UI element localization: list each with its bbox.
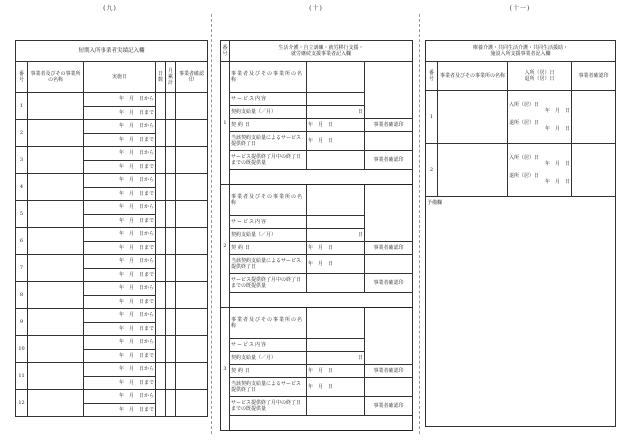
confirm-label: 事業者確認印 [365, 242, 413, 255]
row-number: 6 [16, 228, 28, 255]
service-label: サービス内容 [230, 216, 307, 229]
table-row [16, 120, 208, 134]
confirm-label: 事業者確認印 [365, 365, 413, 378]
header-row [16, 62, 208, 93]
row-number: 5 [16, 201, 28, 228]
contract-date-label: 契約日 [230, 365, 307, 378]
panel-divider [419, 14, 420, 434]
provided-amount-label: サービス提供終了月中の終了日までの既提供量 [230, 151, 307, 170]
exit-date: 年 月 日 [544, 126, 570, 132]
days-field[interactable] [156, 120, 166, 147]
block-number: 2 [221, 185, 230, 308]
column-header-number: 番号 [426, 62, 438, 91]
row-number: 3 [16, 147, 28, 174]
confirm-stamp-field[interactable] [176, 309, 208, 336]
provider-name-field[interactable] [438, 144, 508, 197]
to-date-field[interactable]: 年 月 日まで [84, 268, 156, 282]
row-number: 11 [16, 363, 28, 390]
block-row [221, 255, 413, 274]
block-row [221, 242, 413, 255]
remarks-area[interactable]: 予備欄 [426, 197, 616, 427]
service-end-field[interactable]: 年 月 日 [307, 378, 365, 397]
from-date-field[interactable]: 年 月 日から [84, 282, 156, 296]
entry-label: 入所（居）日 [509, 102, 540, 108]
header-line: 入所（居）日 [524, 70, 555, 76]
confirm-stamp-field[interactable] [176, 147, 208, 174]
table-row [16, 390, 208, 404]
table-row [16, 147, 208, 161]
service-end-field[interactable]: 年 月 日 [307, 132, 365, 151]
service-end-label: 当該契約支給量によるサービス提供終了日 [230, 255, 307, 274]
row-number: 9 [16, 309, 28, 336]
block-row [221, 151, 413, 170]
provider-name-field[interactable] [28, 120, 84, 147]
remarks-row [426, 197, 616, 427]
confirm-stamp-field[interactable] [176, 336, 208, 363]
column-header-days: 日数 [156, 62, 166, 93]
table-row [16, 93, 208, 107]
confirm-stamp-field[interactable] [365, 185, 413, 242]
provider-name-field[interactable] [438, 91, 508, 144]
heading-row [221, 41, 413, 62]
heading-line: 生活介護・自立訓練・就労移行支援・ [278, 45, 364, 51]
month-total-field[interactable] [166, 201, 176, 228]
row-number: 1 [426, 91, 438, 144]
stay-dates-field[interactable] [508, 91, 572, 144]
from-date-field[interactable]: 年 月 日から [84, 93, 156, 107]
block-row [221, 170, 413, 185]
confirm-stamp-field[interactable] [176, 255, 208, 282]
residential-table [425, 40, 616, 427]
block-row [221, 416, 413, 431]
provider-name-field[interactable] [28, 147, 84, 174]
stay-dates-field[interactable] [508, 144, 572, 197]
heading-row [426, 41, 616, 62]
days-field[interactable] [156, 363, 166, 390]
section-heading [426, 41, 616, 62]
from-date-field[interactable]: 年 月 日から [84, 255, 156, 269]
confirm-stamp-field[interactable] [365, 308, 413, 365]
confirm-stamp-field[interactable] [572, 91, 616, 144]
block-row [221, 119, 413, 132]
heading-line: 就労継続支援事業者記入欄 [291, 51, 352, 57]
block-number: 1 [221, 62, 230, 185]
block-row [221, 378, 413, 397]
panel-10-title: (十) [309, 5, 323, 12]
service-end-field[interactable]: 年 月 日 [307, 255, 365, 274]
table-row [16, 309, 208, 323]
provided-amount-label: サービス提供終了月中の終了日までの既提供量 [230, 397, 307, 416]
heading-line: 療養介護・共同生活介護・共同生活援助・ [473, 45, 569, 51]
days-field[interactable] [156, 255, 166, 282]
provider-name-field[interactable] [28, 309, 84, 336]
block-row [221, 365, 413, 378]
days-field[interactable] [156, 336, 166, 363]
confirm-stamp-field[interactable] [365, 378, 413, 397]
from-date-field[interactable]: 年 月 日から [84, 390, 156, 404]
service-label: サービス内容 [230, 93, 307, 106]
confirm-label: 事業者確認印 [365, 274, 413, 293]
block-row [221, 308, 413, 339]
provider-name-field[interactable] [28, 255, 84, 282]
days-field[interactable] [156, 201, 166, 228]
row-number: 4 [16, 174, 28, 201]
heading-row [16, 41, 208, 62]
to-date-field[interactable]: 年 月 日まで [84, 349, 156, 363]
confirm-stamp-field[interactable] [176, 390, 208, 417]
month-total-field[interactable] [166, 174, 176, 201]
section-heading [230, 41, 413, 62]
block-row [221, 185, 413, 216]
confirm-label: 事業者確認印 [365, 397, 413, 416]
month-total-field[interactable] [166, 228, 176, 255]
provided-amount-label: サービス提供終了月中の終了日までの既提供量 [230, 274, 307, 293]
provider-name-field[interactable] [28, 93, 84, 120]
month-total-field[interactable] [166, 309, 176, 336]
confirm-stamp-field[interactable] [176, 174, 208, 201]
header-row [426, 62, 616, 91]
service-end-label: 当該契約支給量によるサービス提供終了日 [230, 378, 307, 397]
entry-date: 年 月 日 [544, 161, 570, 167]
to-date-field[interactable]: 年 月 日まで [84, 133, 156, 147]
contract-amount-label: 契約支給量（／月） [230, 106, 307, 119]
month-total-field[interactable] [166, 93, 176, 120]
service-label: サービス内容 [230, 339, 307, 352]
contract-date-field[interactable]: 年 月 日 [307, 242, 365, 255]
days-field[interactable] [156, 174, 166, 201]
table-row [16, 255, 208, 269]
service-field[interactable] [307, 93, 365, 106]
provided-amount-field[interactable] [307, 274, 365, 293]
panel-divider [211, 14, 212, 434]
from-date-field[interactable]: 年 月 日から [84, 147, 156, 161]
row-number: 2 [16, 120, 28, 147]
provider-name-field[interactable] [28, 174, 84, 201]
to-date-field[interactable]: 年 月 日まで [84, 106, 156, 120]
confirm-stamp-field[interactable] [176, 228, 208, 255]
contract-amount-field[interactable]: 日 [307, 106, 365, 119]
provider-name-field[interactable] [307, 308, 365, 339]
to-date-field[interactable]: 年 月 日まで [84, 322, 156, 336]
contract-amount-field[interactable]: 日 [307, 352, 365, 365]
panel-9-title: (九) [103, 5, 117, 12]
block-row [221, 274, 413, 293]
provided-amount-field[interactable] [307, 397, 365, 416]
contract-amount-field[interactable]: 日 [307, 229, 365, 242]
to-date-field[interactable]: 年 月 日まで [84, 295, 156, 309]
confirm-label: 事業者確認印 [365, 119, 413, 132]
provider-name-label: 事業者及びその事業所の名称 [230, 185, 307, 216]
confirm-stamp-field[interactable] [176, 120, 208, 147]
header-line: 退所（居）日 [524, 76, 555, 82]
from-date-field[interactable]: 年 月 日から [84, 120, 156, 134]
contract-date-field[interactable]: 年 月 日 [307, 119, 365, 132]
provider-name-field[interactable] [307, 185, 365, 216]
month-total-field[interactable] [166, 363, 176, 390]
confirm-stamp-field[interactable] [176, 282, 208, 309]
contract-date-label: 契約日 [230, 242, 307, 255]
table-row [16, 228, 208, 242]
column-header-name: 事業者及びその事業所の名称 [28, 62, 84, 93]
confirm-stamp-field[interactable] [176, 93, 208, 120]
block-spacer [230, 416, 413, 431]
confirm-stamp-field[interactable] [572, 144, 616, 197]
confirm-stamp-field[interactable] [365, 255, 413, 274]
from-date-field[interactable]: 年 月 日から [84, 309, 156, 323]
to-date-field[interactable]: 年 月 日まで [84, 187, 156, 201]
service-field[interactable] [307, 339, 365, 352]
from-date-field[interactable]: 年 月 日から [84, 174, 156, 188]
to-date-field[interactable]: 年 月 日まで [84, 403, 156, 417]
activity-table [220, 40, 413, 431]
panel-11-title: (十一) [509, 5, 531, 12]
column-header-period: 実施日 [84, 62, 156, 93]
from-date-field[interactable]: 年 月 日から [84, 363, 156, 377]
column-header-number: 番号 [16, 62, 28, 93]
row-number: 1 [16, 93, 28, 120]
confirm-stamp-field[interactable] [365, 62, 413, 119]
row-number: 8 [16, 282, 28, 309]
provider-name-field[interactable] [28, 282, 84, 309]
provider-name-field[interactable] [307, 62, 365, 93]
contract-amount-label: 契約支給量（／月） [230, 229, 307, 242]
table-row [426, 91, 616, 144]
from-date-field[interactable]: 年 月 日から [84, 201, 156, 215]
block-spacer [230, 170, 413, 185]
from-date-field[interactable]: 年 月 日から [84, 228, 156, 242]
from-date-field[interactable]: 年 月 日から [84, 336, 156, 350]
column-header-confirm: 事業者確認印 [176, 62, 208, 93]
table-row [16, 282, 208, 296]
month-total-field[interactable] [166, 390, 176, 417]
column-header-name: 事業者及びその事業所の名称 [438, 62, 508, 91]
month-total-field[interactable] [166, 120, 176, 147]
section-heading: 短期入所事業者実績記入欄 [16, 41, 208, 62]
month-total-field[interactable] [166, 255, 176, 282]
provider-name-field[interactable] [28, 201, 84, 228]
month-total-field[interactable] [166, 147, 176, 174]
to-date-field[interactable]: 年 月 日まで [84, 241, 156, 255]
row-number: 10 [16, 336, 28, 363]
days-field[interactable] [156, 309, 166, 336]
service-field[interactable] [307, 216, 365, 229]
exit-label: 退所（居）日 [509, 120, 540, 126]
entry-date: 年 月 日 [544, 108, 570, 114]
table-row [16, 201, 208, 215]
table-row [16, 336, 208, 350]
column-header-month-total: 月累計 [166, 62, 176, 93]
provider-name-field[interactable] [28, 363, 84, 390]
column-header-number: 番号 [221, 41, 230, 62]
provider-name-label: 事業者及びその事業所の名称 [230, 62, 307, 93]
days-field[interactable] [156, 147, 166, 174]
confirm-stamp-field[interactable] [176, 363, 208, 390]
days-field[interactable] [156, 390, 166, 417]
row-number: 12 [16, 390, 28, 417]
row-number: 2 [426, 144, 438, 197]
contract-date-field[interactable]: 年 月 日 [307, 365, 365, 378]
contract-amount-label: 契約支給量（／月） [230, 352, 307, 365]
block-number: 3 [221, 308, 230, 431]
block-row [221, 293, 413, 308]
provider-name-field[interactable] [28, 390, 84, 417]
table-row [426, 144, 616, 197]
month-total-field[interactable] [166, 336, 176, 363]
row-number: 7 [16, 255, 28, 282]
block-row [221, 132, 413, 151]
provider-name-field[interactable] [28, 336, 84, 363]
to-date-field[interactable]: 年 月 日まで [84, 376, 156, 390]
exit-label: 退所（居）日 [509, 173, 540, 179]
column-header-dates [508, 62, 572, 91]
month-total-field[interactable] [166, 282, 176, 309]
column-header-confirm: 事業者確認印 [572, 62, 616, 91]
provider-name-label: 事業者及びその事業所の名称 [230, 308, 307, 339]
block-row [221, 397, 413, 416]
days-field[interactable] [156, 93, 166, 120]
to-date-field[interactable]: 年 月 日まで [84, 160, 156, 174]
table-row [16, 174, 208, 188]
service-end-label: 当該契約支給量によるサービス提供終了日 [230, 132, 307, 151]
confirm-stamp-field[interactable] [365, 132, 413, 151]
table-row [16, 363, 208, 377]
to-date-field[interactable]: 年 月 日まで [84, 214, 156, 228]
provided-amount-field[interactable] [307, 151, 365, 170]
confirm-label: 事業者確認印 [365, 151, 413, 170]
contract-date-label: 契約日 [230, 119, 307, 132]
block-spacer [230, 293, 413, 308]
days-field[interactable] [156, 228, 166, 255]
short-stay-table [15, 40, 208, 417]
provider-name-field[interactable] [28, 228, 84, 255]
entry-label: 入所（居）日 [509, 155, 540, 161]
block-row [221, 62, 413, 93]
days-field[interactable] [156, 282, 166, 309]
exit-date: 年 月 日 [544, 179, 570, 185]
confirm-stamp-field[interactable] [176, 201, 208, 228]
heading-line: 施設入所支援事業者記入欄 [490, 51, 551, 57]
